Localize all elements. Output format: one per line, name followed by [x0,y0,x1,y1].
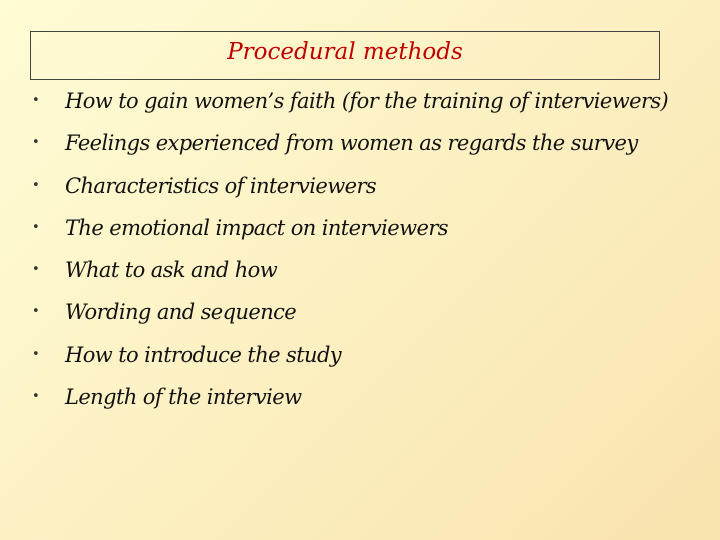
bullet-text: Characteristics of interviewers [65,173,377,198]
bullet-item [30,334,690,376]
slide-title: Procedural methods [227,39,463,65]
bullet-text: Wording and sequence [65,300,297,325]
title-box [30,31,660,80]
bullet-text: Feelings experienced from women as regards the survey [65,131,638,156]
bullet-icon: • [32,304,40,320]
bullet-text: What to ask and how [65,258,278,283]
bullet-item [30,80,690,122]
bullet-icon: • [32,219,40,235]
bullet-icon: • [32,389,40,405]
bullet-text: How to gain women’s faith (for the training of interviewers) [65,89,669,113]
bullet-text: Length of the interview [65,385,302,410]
bullet-item [30,165,690,207]
bullet-item [30,122,690,164]
bullet-text: How to introduce the study [65,342,342,367]
bullet-item [30,376,690,418]
bullet-item [30,249,690,291]
bullet-icon: • [32,93,40,108]
bullet-item [30,291,690,333]
bullet-list [30,80,690,418]
bullet-icon: • [32,135,40,151]
bullet-icon: • [32,346,40,362]
bullet-icon: • [32,262,40,278]
bullet-item [30,207,690,249]
bullet-text: The emotional impact on interviewers [65,215,448,240]
bullet-icon: • [32,177,40,193]
